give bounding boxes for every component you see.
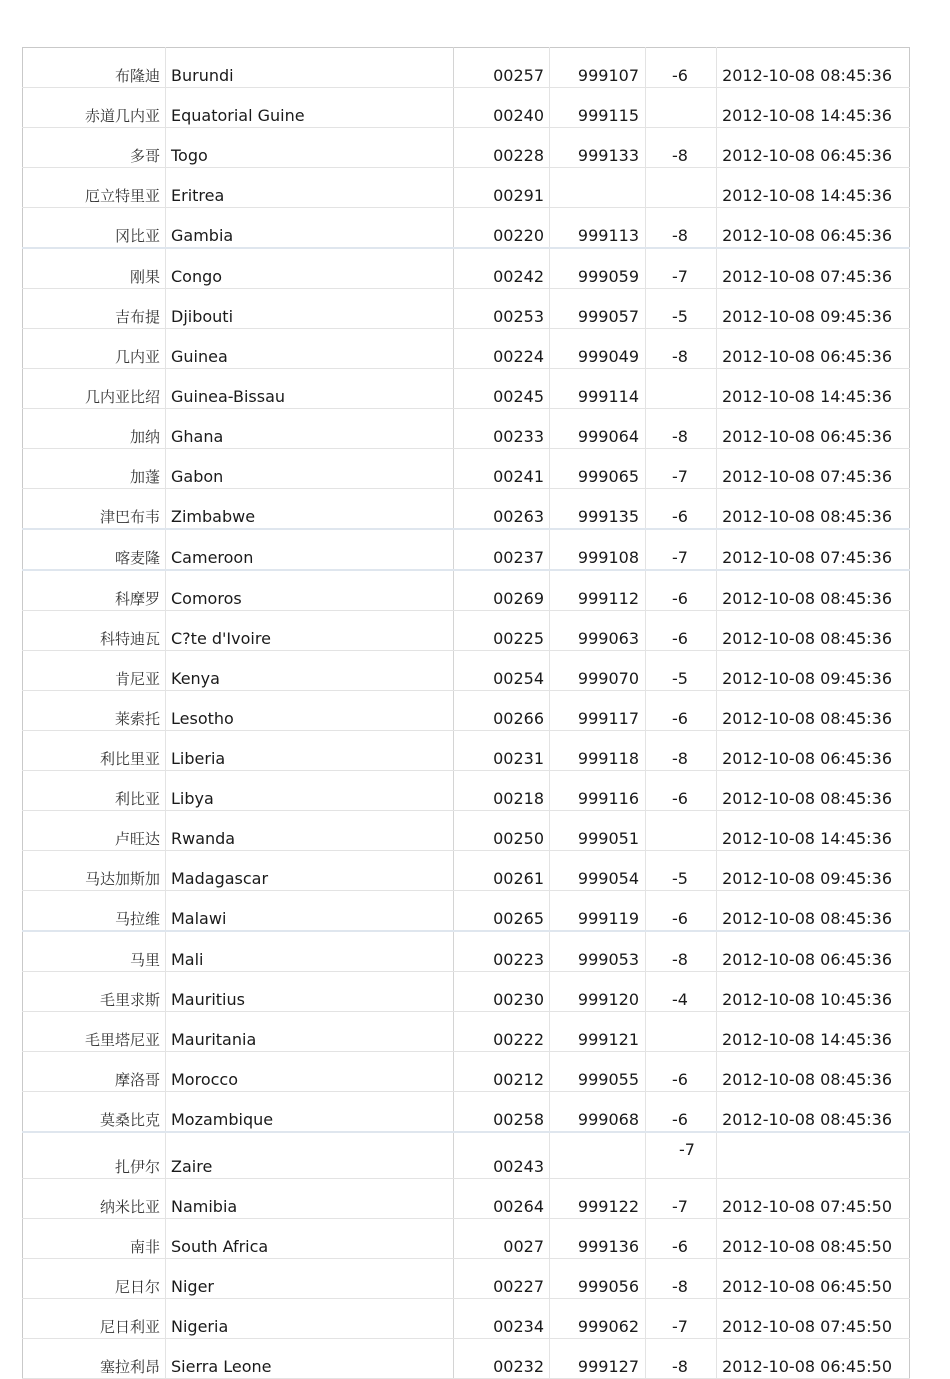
local-time-cell: 2012-10-08 10:45:36	[717, 972, 910, 1012]
dialing-code-cell: 00242	[454, 248, 550, 289]
table-body	[23, 48, 910, 1379]
country-name-chinese-cell: 吉布提	[23, 289, 166, 329]
dialing-code-cell: 00257	[454, 48, 550, 88]
table-row	[23, 369, 910, 409]
country-name-english-cell: Mozambique	[166, 1092, 454, 1133]
country-name-chinese-cell: 冈比亚	[23, 208, 166, 249]
table-row	[23, 1179, 910, 1219]
dialing-code-cell: 00237	[454, 529, 550, 570]
local-time-cell: 2012-10-08 07:45:36	[717, 449, 910, 489]
table-row	[23, 651, 910, 691]
timezone-offset-cell: -6	[646, 1219, 717, 1259]
area-id-cell: 999059	[550, 248, 646, 289]
area-id-cell: 999064	[550, 409, 646, 449]
local-time-cell: 2012-10-08 06:45:36	[717, 931, 910, 972]
local-time-cell: 2012-10-08 14:45:36	[717, 168, 910, 208]
area-id-cell: 999112	[550, 570, 646, 611]
timezone-offset-cell: -8	[646, 731, 717, 771]
timezone-offset-cell: -5	[646, 851, 717, 891]
timezone-offset-cell: -6	[646, 891, 717, 932]
local-time-cell: 2012-10-08 06:45:36	[717, 409, 910, 449]
local-time-cell: 2012-10-08 08:45:36	[717, 891, 910, 932]
local-time-cell: 2012-10-08 14:45:36	[717, 369, 910, 409]
table-row	[23, 891, 910, 932]
table-row	[23, 1052, 910, 1092]
table-row	[23, 168, 910, 208]
country-name-english-cell: Sierra Leone	[166, 1339, 454, 1379]
dialing-code-cell: 00263	[454, 489, 550, 530]
country-name-english-cell: Equatorial Guine	[166, 88, 454, 128]
local-time-cell: 2012-10-08 08:45:36	[717, 48, 910, 88]
country-name-chinese-cell: 科特迪瓦	[23, 611, 166, 651]
country-name-chinese-cell: 利比亚	[23, 771, 166, 811]
dialing-code-cell: 00261	[454, 851, 550, 891]
timezone-offset-cell: -8	[646, 329, 717, 369]
timezone-offset-cell	[646, 88, 717, 128]
table-row	[23, 489, 910, 530]
country-name-chinese-cell: 加蓬	[23, 449, 166, 489]
dialing-code-cell: 00225	[454, 611, 550, 651]
area-id-cell: 999063	[550, 611, 646, 651]
area-id-cell: 999122	[550, 1179, 646, 1219]
country-name-chinese-cell: 津巴布韦	[23, 489, 166, 530]
area-id-cell: 999068	[550, 1092, 646, 1133]
country-name-chinese-cell: 喀麦隆	[23, 529, 166, 570]
area-id-cell: 999056	[550, 1259, 646, 1299]
country-name-english-cell: Cameroon	[166, 529, 454, 570]
country-name-english-cell: Liberia	[166, 731, 454, 771]
country-name-chinese-cell: 莫桑比克	[23, 1092, 166, 1133]
country-name-english-cell: Togo	[166, 128, 454, 168]
area-id-cell: 999049	[550, 329, 646, 369]
local-time-cell: 2012-10-08 09:45:36	[717, 651, 910, 691]
country-name-english-cell: Zaire	[166, 1132, 454, 1179]
dialing-code-cell: 00227	[454, 1259, 550, 1299]
timezone-offset-cell: -4	[646, 972, 717, 1012]
country-name-chinese-cell: 塞拉利昂	[23, 1339, 166, 1379]
local-time-cell: 2012-10-08 08:45:36	[717, 570, 910, 611]
area-id-cell: 999108	[550, 529, 646, 570]
dialing-code-cell: 00265	[454, 891, 550, 932]
country-name-chinese-cell: 马拉维	[23, 891, 166, 932]
dialing-code-cell: 00228	[454, 128, 550, 168]
country-name-chinese-cell: 多哥	[23, 128, 166, 168]
dialing-code-cell: 00245	[454, 369, 550, 409]
table-row	[23, 972, 910, 1012]
area-id-cell: 999135	[550, 489, 646, 530]
local-time-cell: 2012-10-08 06:45:36	[717, 208, 910, 249]
timezone-offset-cell	[646, 369, 717, 409]
timezone-offset-cell: -6	[646, 691, 717, 731]
country-name-english-cell: Madagascar	[166, 851, 454, 891]
area-id-cell: 999062	[550, 1299, 646, 1339]
country-name-english-cell: Eritrea	[166, 168, 454, 208]
timezone-offset-cell: -6	[646, 1092, 717, 1133]
country-name-chinese-cell: 尼日尔	[23, 1259, 166, 1299]
dialing-code-cell: 00224	[454, 329, 550, 369]
timezone-offset-cell	[646, 168, 717, 208]
local-time-cell: 2012-10-08 14:45:36	[717, 88, 910, 128]
area-id-cell: 999053	[550, 931, 646, 972]
table-row	[23, 329, 910, 369]
table-row	[23, 1092, 910, 1133]
country-name-chinese-cell: 厄立特里亚	[23, 168, 166, 208]
dialing-code-cell: 00243	[454, 1132, 550, 1179]
country-name-english-cell: Guinea	[166, 329, 454, 369]
timezone-offset-cell	[646, 811, 717, 851]
timezone-offset-cell: -7	[646, 449, 717, 489]
country-name-english-cell: Mauritius	[166, 972, 454, 1012]
country-code-table	[22, 47, 910, 1379]
local-time-cell: 2012-10-08 07:45:50	[717, 1179, 910, 1219]
local-time-cell: 2012-10-08 06:45:36	[717, 329, 910, 369]
area-id-cell: 999117	[550, 691, 646, 731]
timezone-offset-cell: -7	[646, 529, 717, 570]
country-name-english-cell: Niger	[166, 1259, 454, 1299]
country-name-chinese-cell: 马达加斯加	[23, 851, 166, 891]
local-time-cell: 2012-10-08 06:45:50	[717, 1339, 910, 1379]
timezone-offset-cell: -6	[646, 771, 717, 811]
country-name-english-cell: Guinea-Bissau	[166, 369, 454, 409]
country-name-chinese-cell: 毛里塔尼亚	[23, 1012, 166, 1052]
area-id-cell: 999127	[550, 1339, 646, 1379]
timezone-offset-cell: -6	[646, 570, 717, 611]
local-time-cell: 2012-10-08 07:45:50	[717, 1299, 910, 1339]
dialing-code-cell: 0027	[454, 1219, 550, 1259]
country-name-english-cell: South Africa	[166, 1219, 454, 1259]
country-name-chinese-cell: 加纳	[23, 409, 166, 449]
local-time-cell	[717, 1132, 910, 1179]
local-time-cell: 2012-10-08 06:45:36	[717, 128, 910, 168]
dialing-code-cell: 00254	[454, 651, 550, 691]
dialing-code-cell: 00212	[454, 1052, 550, 1092]
timezone-offset-cell: -7	[646, 1132, 717, 1179]
country-name-chinese-cell: 毛里求斯	[23, 972, 166, 1012]
country-name-chinese-cell: 摩洛哥	[23, 1052, 166, 1092]
timezone-offset-cell: -8	[646, 128, 717, 168]
area-id-cell: 999121	[550, 1012, 646, 1052]
country-name-chinese-cell: 纳米比亚	[23, 1179, 166, 1219]
table-row	[23, 128, 910, 168]
area-id-cell: 999136	[550, 1219, 646, 1259]
timezone-offset-cell	[646, 1012, 717, 1052]
table-row	[23, 811, 910, 851]
area-id-cell: 999118	[550, 731, 646, 771]
table-row	[23, 248, 910, 289]
dialing-code-cell: 00264	[454, 1179, 550, 1219]
country-name-chinese-cell: 赤道几内亚	[23, 88, 166, 128]
local-time-cell: 2012-10-08 08:45:36	[717, 691, 910, 731]
timezone-offset-cell: -7	[646, 1299, 717, 1339]
table-row	[23, 529, 910, 570]
table-row	[23, 1219, 910, 1259]
dialing-code-cell: 00269	[454, 570, 550, 611]
country-name-english-cell: Mauritania	[166, 1012, 454, 1052]
local-time-cell: 2012-10-08 08:45:36	[717, 1052, 910, 1092]
local-time-cell: 2012-10-08 08:45:36	[717, 489, 910, 530]
table-row	[23, 1132, 910, 1179]
local-time-cell: 2012-10-08 09:45:36	[717, 289, 910, 329]
timezone-offset-cell: -7	[646, 1179, 717, 1219]
country-name-english-cell: Nigeria	[166, 1299, 454, 1339]
local-time-cell: 2012-10-08 06:45:50	[717, 1259, 910, 1299]
country-name-english-cell: Kenya	[166, 651, 454, 691]
country-name-english-cell: Djibouti	[166, 289, 454, 329]
country-name-english-cell: Libya	[166, 771, 454, 811]
country-name-english-cell: Mali	[166, 931, 454, 972]
local-time-cell: 2012-10-08 07:45:36	[717, 248, 910, 289]
country-name-english-cell: Comoros	[166, 570, 454, 611]
table-row	[23, 1299, 910, 1339]
local-time-cell: 2012-10-08 08:45:36	[717, 1092, 910, 1133]
country-name-english-cell: Rwanda	[166, 811, 454, 851]
dialing-code-cell: 00231	[454, 731, 550, 771]
area-id-cell: 999057	[550, 289, 646, 329]
country-name-chinese-cell: 卢旺达	[23, 811, 166, 851]
area-id-cell: 999119	[550, 891, 646, 932]
country-name-english-cell: Namibia	[166, 1179, 454, 1219]
country-name-chinese-cell: 南非	[23, 1219, 166, 1259]
dialing-code-cell: 00258	[454, 1092, 550, 1133]
country-name-english-cell: Ghana	[166, 409, 454, 449]
timezone-offset-cell: -6	[646, 48, 717, 88]
table-row	[23, 611, 910, 651]
country-name-english-cell: Zimbabwe	[166, 489, 454, 530]
dialing-code-cell: 00240	[454, 88, 550, 128]
area-id-cell: 999070	[550, 651, 646, 691]
table-row	[23, 771, 910, 811]
table-row	[23, 1012, 910, 1052]
area-id-cell	[550, 1132, 646, 1179]
area-id-cell: 999114	[550, 369, 646, 409]
table-row	[23, 88, 910, 128]
country-name-chinese-cell: 几内亚	[23, 329, 166, 369]
table-row	[23, 691, 910, 731]
timezone-offset-cell: -6	[646, 1052, 717, 1092]
table-row	[23, 1259, 910, 1299]
dialing-code-cell: 00232	[454, 1339, 550, 1379]
area-id-cell: 999116	[550, 771, 646, 811]
country-name-chinese-cell: 肯尼亚	[23, 651, 166, 691]
local-time-cell: 2012-10-08 08:45:36	[717, 611, 910, 651]
country-name-chinese-cell: 马里	[23, 931, 166, 972]
country-name-chinese-cell: 扎伊尔	[23, 1132, 166, 1179]
country-name-english-cell: Gabon	[166, 449, 454, 489]
timezone-offset-cell: -8	[646, 931, 717, 972]
country-name-english-cell: Morocco	[166, 1052, 454, 1092]
local-time-cell: 2012-10-08 08:45:50	[717, 1219, 910, 1259]
local-time-cell: 2012-10-08 14:45:36	[717, 1012, 910, 1052]
country-name-chinese-cell: 刚果	[23, 248, 166, 289]
dialing-code-cell: 00266	[454, 691, 550, 731]
timezone-offset-cell: -8	[646, 1259, 717, 1299]
dialing-code-cell: 00241	[454, 449, 550, 489]
area-id-cell: 999115	[550, 88, 646, 128]
country-name-chinese-cell: 尼日利亚	[23, 1299, 166, 1339]
table-row	[23, 851, 910, 891]
area-id-cell	[550, 168, 646, 208]
dialing-code-cell: 00218	[454, 771, 550, 811]
local-time-cell: 2012-10-08 07:45:36	[717, 529, 910, 570]
country-name-chinese-cell: 布隆迪	[23, 48, 166, 88]
area-id-cell: 999133	[550, 128, 646, 168]
area-id-cell: 999113	[550, 208, 646, 249]
timezone-offset-cell: -6	[646, 611, 717, 651]
country-name-chinese-cell: 科摩罗	[23, 570, 166, 611]
dialing-code-cell: 00220	[454, 208, 550, 249]
table-row	[23, 931, 910, 972]
table-row	[23, 570, 910, 611]
table-row	[23, 409, 910, 449]
country-name-english-cell: Malawi	[166, 891, 454, 932]
area-id-cell: 999107	[550, 48, 646, 88]
country-name-chinese-cell: 几内亚比绍	[23, 369, 166, 409]
timezone-offset-cell: -8	[646, 208, 717, 249]
table-row	[23, 1339, 910, 1379]
area-id-cell: 999120	[550, 972, 646, 1012]
timezone-offset-cell: -6	[646, 489, 717, 530]
dialing-code-cell: 00250	[454, 811, 550, 851]
local-time-cell: 2012-10-08 09:45:36	[717, 851, 910, 891]
country-name-english-cell: Burundi	[166, 48, 454, 88]
table-row	[23, 289, 910, 329]
local-time-cell: 2012-10-08 14:45:36	[717, 811, 910, 851]
area-id-cell: 999065	[550, 449, 646, 489]
dialing-code-cell: 00253	[454, 289, 550, 329]
timezone-offset-cell: -7	[646, 248, 717, 289]
country-name-english-cell: Gambia	[166, 208, 454, 249]
local-time-cell: 2012-10-08 08:45:36	[717, 771, 910, 811]
local-time-cell: 2012-10-08 06:45:36	[717, 731, 910, 771]
dialing-code-cell: 00234	[454, 1299, 550, 1339]
timezone-offset-cell: -8	[646, 409, 717, 449]
timezone-offset-cell: -8	[646, 1339, 717, 1379]
table-row	[23, 208, 910, 249]
country-name-english-cell: Lesotho	[166, 691, 454, 731]
timezone-offset-cell: -5	[646, 651, 717, 691]
dialing-code-cell: 00223	[454, 931, 550, 972]
area-id-cell: 999051	[550, 811, 646, 851]
dialing-code-cell: 00222	[454, 1012, 550, 1052]
dialing-code-cell: 00233	[454, 409, 550, 449]
country-name-chinese-cell: 利比里亚	[23, 731, 166, 771]
table-row	[23, 48, 910, 88]
country-name-english-cell: C?te d'Ivoire	[166, 611, 454, 651]
area-id-cell: 999054	[550, 851, 646, 891]
table-row	[23, 449, 910, 489]
area-id-cell: 999055	[550, 1052, 646, 1092]
timezone-offset-cell: -5	[646, 289, 717, 329]
country-name-chinese-cell: 莱索托	[23, 691, 166, 731]
table-row	[23, 731, 910, 771]
country-name-english-cell: Congo	[166, 248, 454, 289]
dialing-code-cell: 00291	[454, 168, 550, 208]
dialing-code-cell: 00230	[454, 972, 550, 1012]
